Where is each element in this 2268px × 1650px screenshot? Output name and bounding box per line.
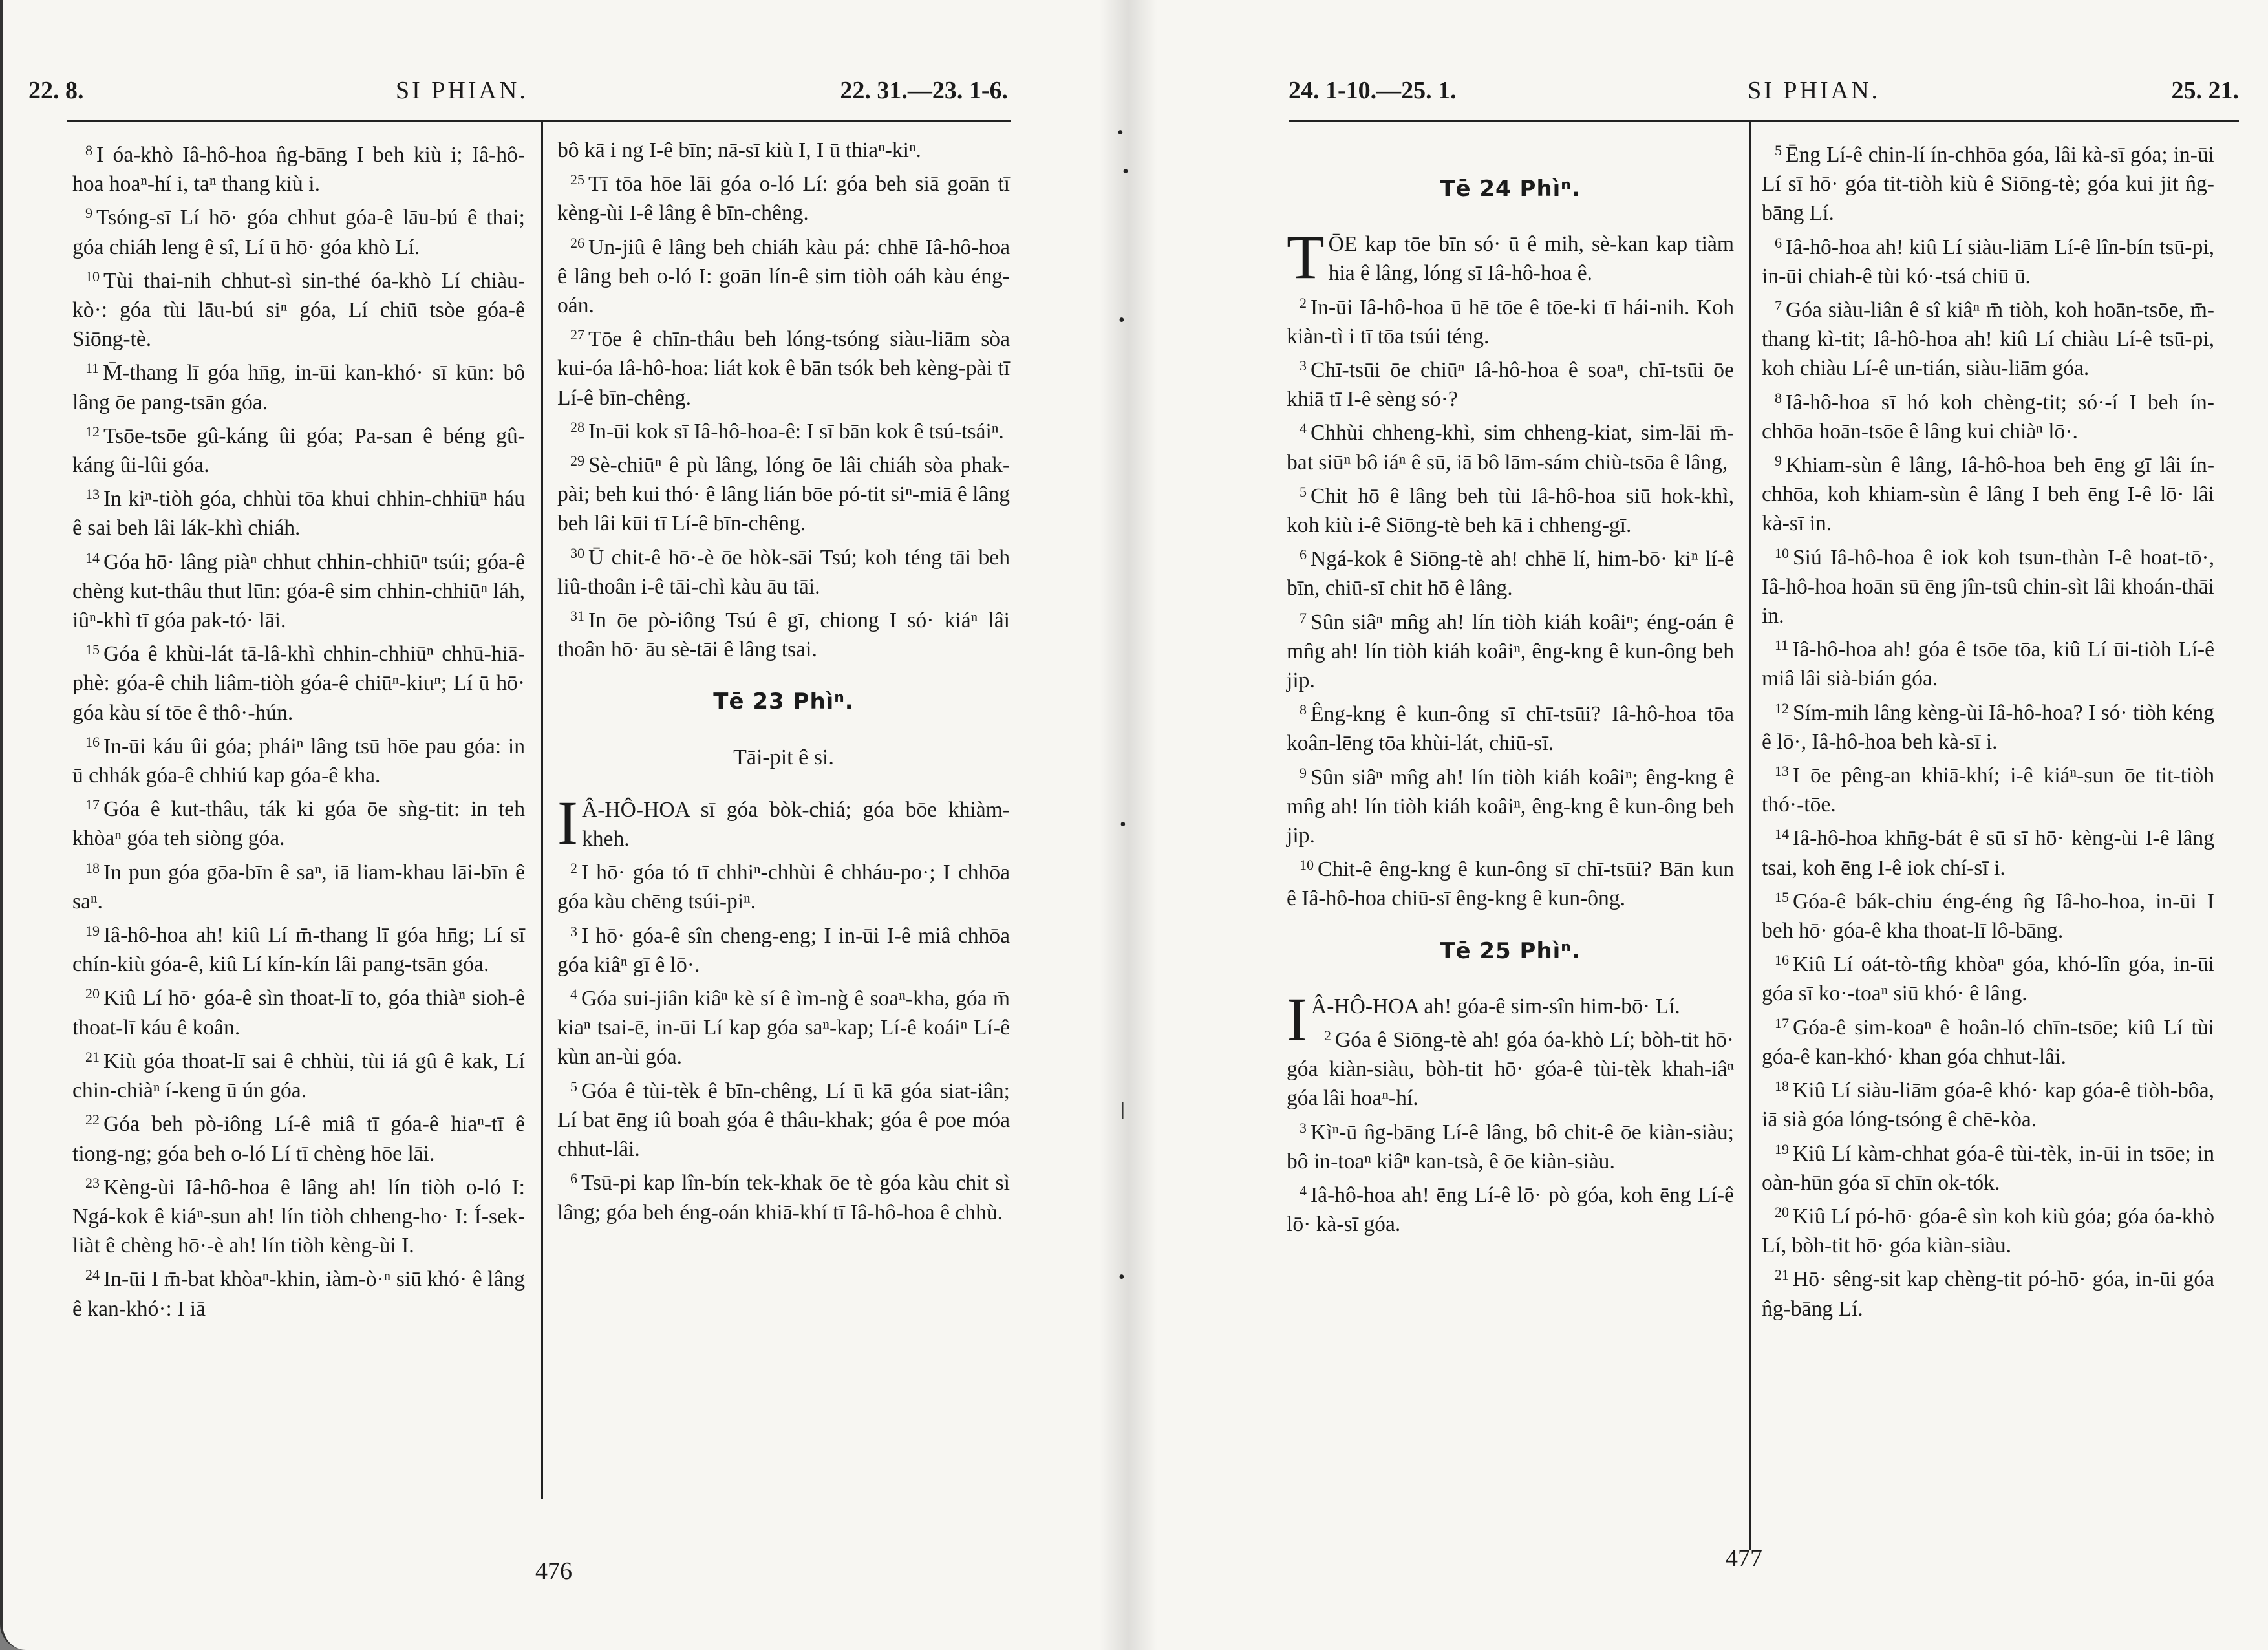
verse	[557, 136, 1010, 165]
verse-number: 8	[1775, 389, 1782, 406]
verse-number: 6	[1775, 234, 1782, 251]
left-page	[0, 0, 1128, 1650]
chapter-24-first-text: ŌE kap tōe bīn só· ū ê mih, sè-kan kap tiàm hia ê lâng, lóng sī Iâ-hô-hoa ê.	[1328, 232, 1734, 286]
verse	[1762, 1071, 2214, 1134]
verse	[557, 412, 1010, 446]
verse-number: 8	[85, 142, 92, 158]
verse-text: Kiû Lí hō· góa-ê sìn thoat-lī to, góa thiàⁿ sioh-ê thoat-lī káu ê koân.	[72, 986, 525, 1040]
verse-number: 20	[1775, 1203, 1789, 1220]
verse-number: 30	[570, 544, 584, 561]
left-column-divider	[541, 122, 543, 1499]
verse-number: 16	[85, 733, 100, 750]
verse-number: 9	[1300, 764, 1307, 781]
verse-text: Chhùi chheng-khì, sim chheng-kiat, sim-lāi m̄-bat siūⁿ bô iáⁿ ê sū, iā bô lām-sám chiù-tsōa ê lâng,	[1287, 421, 1734, 475]
verse	[557, 446, 1010, 539]
verse-number: 7	[1300, 609, 1307, 626]
verse	[72, 979, 525, 1042]
verse-text: Iâ-hô-hoa khn̄g-bát ê sū sī hō· kèng-ùi I-ê lâng tsai, koh ēng I-ê iok chí-sī i.	[1762, 826, 2214, 880]
verse	[72, 790, 525, 853]
gutter-speck: •	[1120, 815, 1126, 835]
verse	[557, 165, 1010, 228]
verse	[1287, 758, 1734, 851]
verse-number: 27	[570, 327, 584, 343]
gutter-speck: •	[1122, 162, 1129, 182]
left-header-rule	[67, 120, 1011, 122]
verse-text: Sè-chiūⁿ ê pù lâng, lóng ōe lâi chiáh sòa phak-pài; beh kui thó· ê lâng lián bōe pó-tit siⁿ-miā ê lâng beh lâi kūi tī Lí-ê bīn-chêng.	[557, 453, 1010, 536]
verse	[1287, 477, 1734, 540]
verse-text: Tsóng-sī Lí hō· góa chhut góa-ê lāu-bú ê thai; góa chiáh leng ê sî, Lí ū hō· góa khò Lí.	[72, 206, 525, 259]
verse-text: Góa siàu-liân ê sî kiâⁿ m̄ tiòh, koh hoān-tsōe, m̄-thang kì-tit; Iâ-hô-hoa ah! kiû Lí chiàu Lí-ê tsū-pi, koh chiàu Lí-ê un-tián, siàu-liām góa.	[1762, 298, 2214, 381]
left-header-ref-end: 22. 31.—23. 1-6.	[840, 77, 1008, 104]
verse-text: Góa hō· lâng piàⁿ chhut chhin-chhiūⁿ tsúi; góa-ê chèng kut-thâu thut lūn: góa-ê sim chhin-chhiūⁿ láh, iûⁿ-khì tī góa pak-tó· lāi.	[72, 550, 525, 633]
verse	[557, 917, 1010, 980]
verse-number: 25	[570, 171, 584, 188]
verse-text: Góa ê Siōng-tè ah! góa óa-khò Lí; bòh-tit hō· góa kiàn-siàu, bòh-tit hō· góa-ê tùi-tèk khah-iâⁿ góa lâi hoaⁿ-hí.	[1287, 1028, 1734, 1111]
verse	[72, 1168, 525, 1261]
left-running-head	[28, 76, 1008, 115]
verse	[1287, 414, 1734, 477]
right-header-rule	[1289, 120, 2239, 122]
gutter-speck: •	[1118, 1267, 1125, 1287]
verse-number: 22	[85, 1111, 100, 1128]
verse	[72, 136, 525, 198]
chapter-24-dropcap: T	[1287, 222, 1325, 292]
verse-number: 11	[1775, 637, 1789, 654]
binding-gutter	[1099, 0, 1157, 1650]
verse-text: Tōe ê chīn-thâu beh lóng-tsóng siàu-liām sòa kui-óa Iâ-hô-hoa: liát kok ê bān tsók beh kèng-pài tī Lí-ê bīn-chêng.	[557, 327, 1010, 410]
verse	[1287, 695, 1734, 758]
right-header-ref-start: 24. 1-10.—25. 1.	[1289, 77, 1457, 104]
verse	[1762, 291, 2214, 383]
verse	[1762, 883, 2214, 945]
verse-text: In-ūi kok sī Iâ-hô-hoa-ê: I sī bān kok ê tsú-tsáiⁿ.	[588, 419, 1004, 444]
verse	[1762, 756, 2214, 819]
verse-number: 2	[1300, 294, 1307, 311]
verse-text: Kiù góa thoat-lī sai ê chhùi, tùi iá gû ê kak, Lí chin-chiàⁿ í-keng ū ún góa.	[72, 1049, 525, 1103]
verse	[1762, 630, 2214, 693]
verse-text: Iâ-hô-hoa ah! góa ê tsōe tōa, kiû Lí ūi-tiòh Lí-ê miâ lâi sià-bián góa.	[1762, 638, 2214, 691]
verse	[1762, 1009, 2214, 1071]
verse-text: In kiⁿ-tiòh góa, chhùi tōa khui chhin-chhiūⁿ háu ê sai beh lâi lák-khì chiáh.	[72, 487, 525, 541]
verse-text: Sím-mih lâng kèng-ùi Iâ-hô-hoa? I só· tiòh kéng ê lō·, Iâ-hô-hoa beh kà-sī i.	[1762, 700, 2214, 754]
verse-text: Iâ-hô-hoa ah! kiû Lí m̄-thang lī góa hn̄g; Lí sī chín-kiù góa-ê, kiû Lí kín-kín lâi pang-tsān góa.	[72, 923, 525, 977]
verse-text: Iâ-hô-hoa sī hó koh chèng-tit; só·-í I beh ín-chhōa hoān-tsōe ê lâng kui chiàⁿ lō·.	[1762, 390, 2214, 444]
right-column-2	[1762, 136, 2214, 1323]
verse-number: 17	[1775, 1014, 1789, 1031]
verse	[72, 1105, 525, 1168]
right-page	[1128, 0, 2268, 1650]
verse-number: 8	[1300, 702, 1307, 718]
verse	[557, 1164, 1010, 1227]
verse-number: 21	[1775, 1267, 1789, 1283]
verse-text: Sûn siâⁿ mn̂g ah! lín tiòh kiáh koâiⁿ; éng-oán ê mn̂g ah! lín tiòh kiáh koâiⁿ, êng-kng ê kun-ông beh jip.	[1287, 610, 1734, 693]
verse-number: 20	[85, 985, 100, 1002]
left-column-2	[557, 136, 1010, 1227]
verse-number: 13	[85, 486, 100, 503]
verse-text: Chī-tsūi ōe chiūⁿ Iâ-hô-hoa ê soaⁿ, chī-tsūi ōe khiā tī I-ê sèng só·?	[1287, 358, 1734, 412]
verse-number: 5	[570, 1078, 577, 1095]
verse	[72, 1260, 525, 1323]
verse	[557, 539, 1010, 601]
verse-number: 29	[570, 453, 584, 469]
verse-number: 10	[1775, 544, 1789, 561]
verse-number: 18	[85, 859, 100, 876]
verse	[72, 198, 525, 261]
psalm-22-continuation	[557, 136, 1010, 664]
verse-text: Ū chit-ê hō·-è ōe hòk-sāi Tsú; koh téng tāi beh liû-thoân i-ê tāi-chì kàu āu tāi.	[557, 545, 1010, 599]
verse-number: 21	[85, 1048, 100, 1065]
verse-text: Khiam-sùn ê lâng, Iâ-hô-hoa beh ēng gī lâi ín-chhōa, koh khiam-sùn ê lâng I beh ēng I-ê lō· lâi kà-sī in.	[1762, 453, 2214, 536]
chapter-25-dropcap: I	[1287, 984, 1307, 1054]
chapter-23-heading: Tē 23 Phìⁿ.	[713, 689, 854, 715]
verse-number: 14	[1775, 826, 1789, 842]
verse-text: Góa-ê sim-koaⁿ ê hoân-ló chīn-tsōe; kiû Lí tùi góa-ê kan-khó· khan góa chhut-lâi.	[1762, 1015, 2214, 1069]
chapter-23-subtitle: Tāi-pit ê si.	[733, 745, 834, 769]
verse-number: 2	[570, 860, 577, 877]
verse-text: Góa ê tùi-tèk ê bīn-chêng, Lí ū kā góa siat-iân; Lí bat ēng iû boah góa ê thâu-khak; góa ê poe móa chhut-lâi.	[557, 1078, 1010, 1162]
verse-text: Kiû Lí pó-hō· góa-ê sìn koh kiù góa; góa óa-khò Lí, bòh-tit hō· góa kiàn-siàu.	[1762, 1204, 2214, 1258]
verse	[1287, 1021, 1734, 1113]
verse-text: Un-jiû ê lâng beh chiáh kàu pá: chhē Iâ-hô-hoa ê lâng beh o-ló I: goān lín-ê sim tiòh oáh kàu éng-oán.	[557, 235, 1010, 318]
verse-number: 23	[85, 1174, 100, 1191]
verse-number: 13	[1775, 763, 1789, 780]
verse	[1762, 1135, 2214, 1197]
left-column-1	[72, 136, 525, 1323]
verse	[557, 1072, 1010, 1164]
verse-text: Kiû Lí siàu-liām góa-ê khó· kap góa-ê tiòh-bôa, iā sià góa lóng-tsóng ê chē-kòa.	[1762, 1078, 2214, 1132]
verse	[1762, 539, 2214, 631]
verse-text: bô kā i ng I-ê bīn; nā-sī kiù I, I ū thiaⁿ-kiⁿ.	[557, 138, 921, 162]
verse-text: Góa-ê bák-chiu éng-éng n̂g Iâ-ho-hoa, in-ūi I beh hō· góa-ê kha thoat-lī lô-bāng.	[1762, 889, 2214, 943]
verse-number: 12	[85, 423, 100, 440]
verse-number: 19	[85, 923, 100, 939]
verse	[72, 727, 525, 790]
verse-number: 3	[1300, 358, 1307, 374]
left-page-number: 476	[535, 1558, 572, 1585]
verse-number: 3	[570, 923, 577, 939]
verse	[1762, 446, 2214, 539]
verse	[1762, 1197, 2214, 1260]
verse	[1762, 1260, 2214, 1323]
verse	[1762, 945, 2214, 1008]
verse-text: Tsōe-tsōe gû-káng ûi góa; Pa-san ê béng gû-káng ûi-lûi góa.	[72, 423, 525, 478]
verse-number: 4	[570, 986, 577, 1003]
verse-text: M̄-thang lī góa hn̄g, in-ūi kan-khó· sī kūn: bô lâng ōe pang-tsān góa.	[72, 361, 525, 414]
verse-text: Hō· sêng-sit kap chèng-tit pó-hō· góa, in-ūi góa n̂g-bāng Lí.	[1762, 1267, 2214, 1321]
verse-text: In ōe pò-iông Tsú ê gī, chiong I só· kiáⁿ lâi thoân hō· āu sè-tāi ê lâng tsai.	[557, 608, 1010, 662]
verse-text: I hō· góa-ê sîn cheng-eng; I in-ūi I-ê miâ chhōa góa kiâⁿ gī ê lō·.	[557, 923, 1010, 977]
verse-number: 3	[1300, 1119, 1307, 1136]
gutter-speck: |	[1121, 1099, 1125, 1119]
right-header-title: SI PHIAN.	[1748, 77, 1881, 104]
chapter-24-heading: Tē 24 Phìⁿ.	[1440, 176, 1581, 202]
verse-number: 19	[1775, 1141, 1789, 1157]
chapter-25-first-text: Â-HÔ-HOA ah! góa-ê sim-sîn him-bō· Lí.	[1311, 994, 1680, 1018]
verse-number: 7	[1775, 297, 1782, 314]
verse	[1287, 1113, 1734, 1176]
verse-text: Êng-kng ê kun-ông sī chī-tsūi? Iâ-hô-hoa tōa koân-lēng tōa khùi-lát, chiū-sī.	[1287, 702, 1734, 756]
verse	[1287, 351, 1734, 414]
verse-number: 31	[570, 608, 584, 625]
verse	[72, 543, 525, 636]
verse-number: 5	[1775, 142, 1782, 158]
right-page-number: 477	[1726, 1545, 1762, 1572]
verse-number: 10	[85, 268, 100, 284]
left-header-title: SI PHIAN.	[395, 77, 528, 104]
verse-text: Kìⁿ-ū n̂g-bāng Lí-ê lâng, bô chit-ê ōe kiàn-siàu; bô in-toaⁿ kiâⁿ kan-tsà, ê ōe kiàn-siàu.	[1287, 1120, 1734, 1173]
verse-text: Sûn siâⁿ mn̂g ah! lín tiòh kiáh koâiⁿ; êng-kng ê mn̂g ah! lín tiòh kiáh koâiⁿ, êng-kng ê kun-ông beh jip.	[1287, 765, 1734, 848]
verse	[1287, 288, 1734, 351]
verse-text: In-ūi I m̄-bat khòaⁿ-khin, iàm-ò·ⁿ siū khó· ê lâng ê kan-khó·: I iā	[72, 1267, 525, 1321]
verse	[1762, 694, 2214, 756]
chapter-23-dropcap: I	[557, 788, 578, 857]
verse-number: 24	[85, 1267, 100, 1283]
chapter-24-first-verse	[1287, 222, 1734, 292]
verse-text: I hō· góa tó tī chhiⁿ-chhùi ê chháu-po·; I chhōa góa kàu chēng tsúi-piⁿ.	[557, 861, 1010, 914]
verse-number: 17	[85, 797, 100, 813]
verse	[1762, 136, 2214, 228]
verse-text: Ēng Lí-ê chin-lí ín-chhōa góa, lâi kà-sī góa; in-ūi Lí sī hō· góa tit-tiòh kiù ê Siōng-tè; góa kui jit n̂g-bāng Lí.	[1762, 143, 2214, 226]
verse-text: Kiû Lí oát-tò-tn̂g khòaⁿ góa, khó-lîn góa, in-ūi góa sī ko·-toaⁿ siū khó· ê lâng.	[1762, 952, 2214, 1006]
verse-number: 4	[1300, 1183, 1307, 1199]
verse-text: Góa beh pò-iông Lí-ê miâ tī góa-ê hiaⁿ-tī ê tiong-ng; góa beh o-ló Lí tī chèng hōe lāi.	[72, 1112, 525, 1166]
verse	[72, 916, 525, 979]
verse-number: 18	[1775, 1078, 1789, 1095]
verse	[1762, 819, 2214, 882]
verse-number: 6	[1300, 546, 1307, 563]
gutter-speck: •	[1117, 123, 1124, 143]
verse-text: Góa ê khùi-lát tā-lâ-khì chhin-chhiūⁿ chhū-hiā-phè: góa-ê chih liâm-tiòh góa-ê chiūⁿ-kiuⁿ; Lí ū hō· góa kàu sí tōe ê thô·-hún.	[72, 642, 525, 725]
verse-text: Siú Iâ-hô-hoa ê iok koh tsun-thàn I-ê hoat-tō·, Iâ-hô-hoa hoān sū ēng jîn-tsû chin-sìt lâi khoán-thāi in.	[1762, 545, 2214, 628]
verse-number: 14	[85, 549, 100, 566]
verse	[72, 853, 525, 916]
verse-number: 15	[85, 641, 100, 658]
psalm-25-verses-part1	[1287, 1021, 1734, 1239]
verse-number: 5	[1300, 483, 1307, 500]
verse	[72, 417, 525, 480]
verse-number: 16	[1775, 952, 1789, 969]
gutter-speck: •	[1118, 310, 1125, 330]
verse	[72, 354, 525, 416]
verse	[557, 228, 1010, 321]
verse	[557, 601, 1010, 664]
verse	[72, 1042, 525, 1105]
verse-number: 6	[570, 1170, 577, 1187]
verse-text: Kiû Lí kàm-chhat góa-ê tùi-tèk, in-ūi in tsōe; in oàn-hūn góa sī chīn ok-tók.	[1762, 1141, 2214, 1195]
verse	[557, 980, 1010, 1072]
verse-text: Tùi thai-nih chhut-sì sin-thé óa-khò Lí chiàu-kò·: góa tùi lāu-bú siⁿ góa, Lí chiū tsòe góa-ê Siōng-tè.	[72, 268, 525, 352]
chapter-23-first-text: Â-HÔ-HOA sī góa bòk-chiá; góa bōe khiàm-kheh.	[581, 797, 1010, 852]
verse-number: 15	[1775, 888, 1789, 905]
verse-number: 10	[1300, 857, 1314, 873]
psalm-24-verses	[1287, 288, 1734, 914]
verse	[1762, 228, 2214, 291]
psalm-23-verses	[557, 853, 1010, 1227]
right-column-1	[1287, 136, 1734, 1239]
verse-text: Ngá-kok ê Siōng-tè ah! chhē lí, him-bō· kiⁿ lí-ê bīn, chiū-sī chit hō ê lâng.	[1287, 547, 1734, 601]
right-running-head	[1289, 76, 2239, 115]
verse	[1287, 603, 1734, 696]
chapter-25-heading: Tē 25 Phìⁿ.	[1440, 938, 1581, 964]
verse-text: Iâ-hô-hoa ah! kiû Lí siàu-liām Lí-ê lîn-bín tsū-pi, in-ūi chiah-ê tùi kó·-tsá chiū ū.	[1762, 235, 2214, 288]
verse-text: Góa ê kut-thâu, ták ki góa ōe sǹg-tit: in teh khòaⁿ góa teh siòng góa.	[72, 797, 525, 851]
verse-text: In-ūi Iâ-hô-hoa ū hē tōe ê tōe-ki tī hái-nih. Koh kiàn-tì i tī tōa tsúi téng.	[1287, 295, 1734, 348]
verse-text: I ōe pêng-an khiā-khí; i-ê kiáⁿ-sun ōe tit-tiòh thó·-tōe.	[1762, 764, 2214, 817]
verse-text: In pun góa gōa-bīn ê saⁿ, iā liam-khau lāi-bīn ê saⁿ.	[72, 860, 525, 914]
verse-number: 9	[85, 205, 92, 222]
verse	[1762, 383, 2214, 446]
verse-text: Góa sui-jiân kiâⁿ kè sí ê ìm-ng̀ ê soaⁿ-kha, góa m̄ kiaⁿ tsai-ē, in-ūi Lí kap góa saⁿ-kap; Lí-ê koáiⁿ Lí-ê kùn an-ùi góa.	[557, 987, 1010, 1069]
verse	[1287, 540, 1734, 603]
chapter-23-first-verse	[557, 788, 1010, 857]
verse-number: 12	[1775, 700, 1789, 716]
verse-text: Chit-ê êng-kng ê kun-ông sī chī-tsūi? Bān kun ê Iâ-hô-hoa chiū-sī êng-kng ê kun-ông.	[1287, 857, 1734, 911]
verse	[557, 853, 1010, 916]
verse-text: Chit hō ê lâng beh tùi Iâ-hô-hoa siū hok-khì, koh kiù i-ê Siōng-tè beh kā i chheng-gī.	[1287, 484, 1734, 538]
chapter-25-first-verse	[1287, 984, 1734, 1054]
verse	[72, 635, 525, 727]
verse	[72, 480, 525, 542]
verse-number: 2	[1323, 1027, 1331, 1044]
verse-text: I óa-khò Iâ-hô-hoa n̂g-bāng I beh kiù i; Iâ-hô-hoa hoaⁿ-hí i, taⁿ thang kiù i.	[72, 143, 525, 197]
verse-number: 11	[85, 360, 100, 377]
verse	[72, 262, 525, 354]
verse-text: In-ūi káu ûi góa; pháiⁿ lâng tsū hōe pau góa: in ū chhák góa-ê chhiú kap góa-ê kha.	[72, 734, 525, 788]
right-column-divider	[1749, 122, 1751, 1550]
verse-text: Tī tōa hōe lāi góa o-ló Lí: góa beh siā goān tī kèng-ùi I-ê lâng ê bīn-chêng.	[557, 172, 1010, 226]
left-header-ref-start: 22. 8.	[28, 77, 84, 104]
verse	[1287, 1176, 1734, 1239]
verse	[1287, 850, 1734, 913]
verse-number: 9	[1775, 453, 1782, 469]
verse-text: Iâ-hô-hoa ah! ēng Lí-ê lō· pò góa, koh ēng Lí-ê lō· kà-sī góa.	[1287, 1183, 1734, 1237]
verse-number: 28	[570, 418, 584, 435]
right-header-ref-end: 25. 21.	[2171, 77, 2239, 104]
verse-number: 4	[1300, 420, 1307, 437]
verse-text: Kèng-ùi Iâ-hô-hoa ê lâng ah! lín tiòh o-ló I: Ngá-kok ê kiáⁿ-sun ah! lín tiòh chheng-ho· I: Í-sek-liàt ê chèng hō·-è ah! lín tiòh kèng-ùi I.	[72, 1175, 525, 1258]
verse-text: Tsū-pi kap lîn-bín tek-khak ōe tè góa kàu chit sì lâng; góa beh éng-oán khiā-khí tī Iâ-hô-hoa ê chhù.	[557, 1171, 1010, 1225]
verse-number: 26	[570, 234, 584, 251]
verse	[557, 320, 1010, 412]
